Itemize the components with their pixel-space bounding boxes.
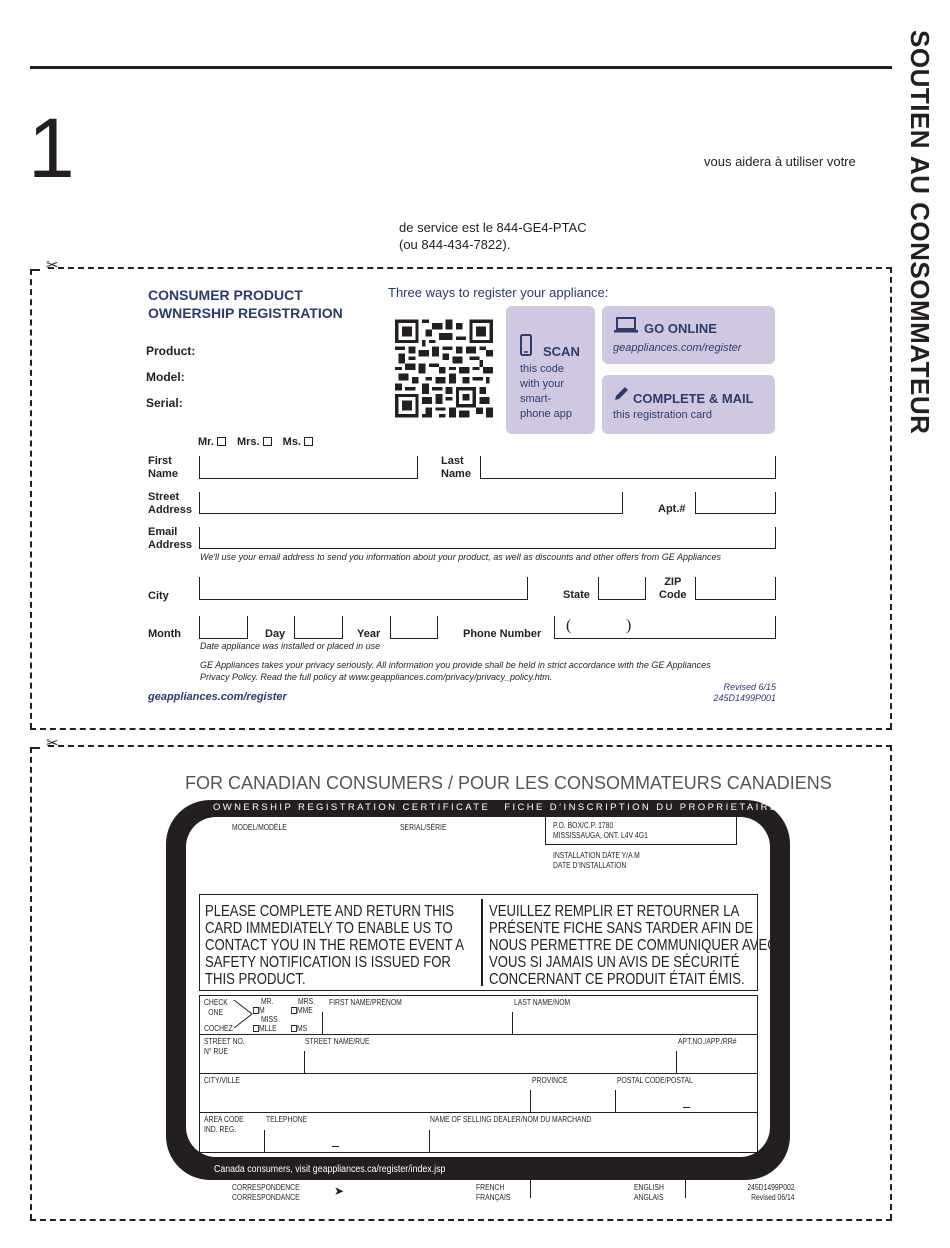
band-right-text: FICHE D’INSCRIPTION DU PROPRIETAIRE bbox=[504, 802, 779, 813]
three-ways-text: Three ways to register your appliance: bbox=[388, 285, 609, 300]
english-label bbox=[634, 1183, 664, 1203]
ca-visit-text: Canada consumers, visit geappliances.ca/register/index.jsp bbox=[214, 1164, 446, 1175]
scan-line-2: with your bbox=[520, 378, 565, 390]
ca-last-name-tick bbox=[512, 1012, 513, 1034]
first-name-label bbox=[148, 455, 178, 481]
top-rule bbox=[30, 66, 892, 69]
scissors-icon: ✂ bbox=[46, 735, 59, 752]
registration-title bbox=[148, 286, 343, 322]
install-date-line-1: INSTALLATION DATE Y/A M bbox=[553, 851, 640, 860]
ca-revised: Revised 06/14 bbox=[751, 1193, 795, 1202]
serial-label: Serial: bbox=[146, 396, 183, 410]
email-label bbox=[148, 526, 192, 552]
phone-icon bbox=[520, 334, 532, 356]
title-line-2: OWNERSHIP REGISTRATION bbox=[148, 305, 343, 321]
year-label: Year bbox=[357, 628, 381, 640]
ca-apt-label: APT.NO./APP./RR# bbox=[678, 1037, 737, 1046]
date-note: Date appliance was installed or placed in use bbox=[200, 641, 381, 651]
last-name-label bbox=[441, 455, 471, 481]
scan-line-1: this code bbox=[520, 363, 565, 375]
fr-text-2: de service est le 844-GE4-PTAC bbox=[399, 220, 587, 235]
correspondence-2: CORRESPONDANCE bbox=[232, 1193, 300, 1202]
ca-row-line-3 bbox=[200, 1112, 757, 1113]
po-box-line-1: P.O. BOX/C.P. 1780 bbox=[553, 821, 614, 830]
ca-mrs-label: MRS. bbox=[298, 997, 315, 1006]
cut-line-bottom bbox=[30, 728, 892, 730]
year-field[interactable] bbox=[390, 616, 438, 639]
city-field[interactable] bbox=[199, 577, 528, 600]
check-one bbox=[204, 998, 228, 1018]
revision-info bbox=[700, 682, 776, 704]
ca-street-name-label: STREET NAME/RUE bbox=[305, 1037, 370, 1046]
ca-last-name-label: LAST NAME/NOM bbox=[514, 998, 571, 1007]
laptop-icon bbox=[614, 317, 638, 333]
last-name-label-1: Last bbox=[441, 455, 464, 467]
scan-description bbox=[520, 362, 572, 422]
ca-model-label: MODEL/MODÈLE bbox=[232, 823, 287, 832]
scan-line-3: smart- bbox=[520, 393, 552, 405]
correspondence-label bbox=[232, 1183, 300, 1203]
fr-text-3: (ou 844-434-7822). bbox=[399, 237, 511, 252]
fr-text-1: vous aidera à utiliser votre bbox=[704, 154, 856, 169]
complete-mail-sub: this registration card bbox=[613, 409, 713, 421]
notice-fr-4: VOUS SI JAMAIS UN AVIS DE SÉCURITÉ bbox=[489, 954, 740, 971]
french-tick bbox=[530, 1180, 531, 1198]
mrs-label: Mrs. bbox=[236, 436, 260, 448]
apt-field[interactable] bbox=[695, 492, 776, 514]
ca-telephone-tick bbox=[264, 1130, 265, 1152]
correspondence-1: CORRESPONDENCE bbox=[232, 1183, 300, 1192]
ms-label: Ms. bbox=[282, 436, 301, 448]
ca-postal-dash bbox=[683, 1107, 690, 1108]
email-note: We'll use your email address to send you information about your product, as well as discounts and other offers from GE Appliances bbox=[200, 552, 721, 562]
notice-en-3: CONTACT YOU IN THE REMOTE EVENT A bbox=[205, 937, 465, 954]
cut-line-left-2 bbox=[30, 747, 32, 1220]
check-one-1: CHECK bbox=[204, 998, 228, 1007]
zip-label bbox=[659, 576, 687, 602]
ca-dealer-label: NAME OF SELLING DEALER/NOM DU MARCHAND bbox=[430, 1115, 592, 1124]
phone-paren-open: ( bbox=[566, 617, 572, 634]
product-label: Product: bbox=[146, 344, 196, 358]
go-online-url[interactable]: geappliances.com/register bbox=[613, 342, 742, 354]
day-label: Day bbox=[265, 628, 286, 640]
notice-english bbox=[205, 903, 464, 988]
day-field[interactable] bbox=[294, 616, 343, 639]
phone-field[interactable] bbox=[554, 616, 776, 639]
street-label-2: Address bbox=[148, 504, 193, 516]
go-online-option[interactable] bbox=[602, 306, 775, 364]
ca-telephone-label: TELEPHONE bbox=[266, 1115, 308, 1124]
street-label bbox=[148, 491, 192, 517]
register-url[interactable]: geappliances.com/register bbox=[148, 691, 287, 703]
privacy-line-1: GE Appliances takes your privacy seriously. All information you provide shall be held in strict accordance with the GE Appliances bbox=[200, 660, 711, 670]
mr-checkbox[interactable] bbox=[217, 437, 226, 446]
cut-line-left bbox=[30, 269, 32, 729]
state-label: State bbox=[563, 589, 590, 601]
notice-en-5: THIS PRODUCT. bbox=[205, 971, 306, 988]
title-line-1: CONSUMER PRODUCT bbox=[148, 287, 303, 303]
zip-field[interactable] bbox=[695, 577, 776, 600]
complete-mail-title: COMPLETE & MAIL bbox=[633, 391, 754, 406]
canada-band bbox=[213, 802, 779, 813]
cut-line-right-2 bbox=[890, 745, 892, 1220]
ca-area-1: AREA CODE bbox=[204, 1115, 244, 1124]
ca-street-no-label bbox=[204, 1037, 245, 1057]
notice-fr-5: CONCERNANT CE PRODUIT ÉTAIT ÉMIS. bbox=[489, 971, 745, 988]
ca-mlle-label: MLLE bbox=[258, 1024, 277, 1033]
ca-form-grid bbox=[199, 995, 758, 1153]
ms-checkbox[interactable] bbox=[304, 437, 313, 446]
ca-serial-label: SERIAL/SÉRIE bbox=[400, 823, 447, 832]
scan-line-4: phone app bbox=[520, 408, 572, 420]
ca-first-name-tick bbox=[322, 1012, 323, 1034]
ca-province-tick bbox=[530, 1090, 531, 1112]
english-2: ANGLAIS bbox=[634, 1193, 664, 1202]
first-name-label-1: First bbox=[148, 455, 172, 467]
ca-mme-option[interactable] bbox=[291, 1006, 313, 1016]
ca-area-code-label bbox=[204, 1115, 244, 1135]
install-date-line-2: DATE D’INSTALLATION bbox=[553, 861, 627, 870]
ca-mme-label: MME bbox=[296, 1006, 313, 1015]
ca-apt-tick bbox=[676, 1051, 677, 1073]
english-tick bbox=[685, 1180, 686, 1198]
cut-line-bottom-2 bbox=[30, 1219, 892, 1221]
section-title-vertical bbox=[904, 30, 944, 530]
notice-fr-2: PRÉSENTE FICHE SANS TARDER AFIN DE bbox=[489, 920, 754, 937]
french-label bbox=[476, 1183, 510, 1203]
ca-street-tick bbox=[304, 1051, 305, 1073]
scan-title: SCAN bbox=[543, 344, 580, 359]
revised-date: Revised 6/15 bbox=[723, 682, 776, 692]
phone-label: Phone Number bbox=[463, 628, 542, 640]
privacy-text bbox=[200, 659, 711, 683]
ca-street-no-2: N° RUE bbox=[204, 1047, 228, 1056]
complete-mail-option[interactable] bbox=[602, 375, 775, 434]
state-field[interactable] bbox=[598, 577, 646, 600]
zip-label-2: Code bbox=[659, 589, 687, 601]
month-label: Month bbox=[148, 628, 181, 640]
cut-line-top-2 bbox=[48, 745, 892, 747]
notice-fr-3: NOUS PERMETTRE DE COMMUNIQUER AVEC bbox=[489, 937, 777, 954]
notice-en-4: SAFETY NOTIFICATION IS ISSUED FOR bbox=[205, 954, 451, 971]
ca-street-no-1: STREET NO. bbox=[204, 1037, 245, 1046]
ca-row-line-2 bbox=[200, 1073, 757, 1074]
ca-ms-option[interactable] bbox=[291, 1024, 307, 1034]
ca-province-label: PROVINCE bbox=[532, 1076, 568, 1085]
scissors-icon: ✂ bbox=[46, 257, 59, 274]
first-name-field[interactable] bbox=[199, 456, 418, 479]
ca-m-label: M bbox=[258, 1006, 265, 1015]
french-1: FRENCH bbox=[476, 1183, 505, 1192]
ca-postal-tick bbox=[615, 1090, 616, 1112]
last-name-label-2: Name bbox=[441, 468, 471, 480]
email-field[interactable] bbox=[199, 527, 776, 549]
ca-city-label: CITY/VILLE bbox=[204, 1076, 240, 1085]
notice-en-2: CARD IMMEDIATELY TO ENABLE US TO bbox=[205, 920, 453, 937]
mr-label: Mr. bbox=[198, 436, 214, 448]
cochez-label: COCHEZ bbox=[204, 1024, 233, 1033]
mrs-checkbox[interactable] bbox=[263, 437, 272, 446]
go-online-title: GO ONLINE bbox=[644, 321, 717, 336]
form-code: 245D1499P001 bbox=[713, 693, 776, 703]
notice-en-1: PLEASE COMPLETE AND RETURN THIS bbox=[205, 903, 455, 920]
band-left-text: OWNERSHIP REGISTRATION CERTIFICATE bbox=[213, 802, 491, 813]
notice-divider bbox=[481, 899, 483, 986]
pencil-icon bbox=[613, 385, 630, 402]
ca-dealer-tick bbox=[429, 1130, 430, 1152]
street-label-1: Street bbox=[148, 491, 180, 503]
title-checkboxes bbox=[198, 436, 313, 449]
ca-miss-label: MISS bbox=[261, 1015, 278, 1024]
scan-option[interactable] bbox=[506, 306, 595, 434]
privacy-line-2: Privacy Policy. Read the full policy at www.geappliances.com/privacy/privacy_policy.htm. bbox=[200, 672, 553, 682]
check-one-2: ONE bbox=[208, 1008, 223, 1017]
last-name-field[interactable] bbox=[480, 456, 776, 479]
zip-label-1: ZIP bbox=[664, 576, 682, 588]
apt-label: Apt.# bbox=[658, 503, 686, 515]
po-box-text bbox=[553, 821, 648, 841]
notice-french bbox=[489, 903, 777, 988]
qr-code[interactable] bbox=[395, 317, 493, 420]
po-box-line-2: MISSISSAUGA, ONT. L4V 4G1 bbox=[553, 831, 648, 840]
install-date bbox=[553, 851, 640, 871]
section-title-text: SOUTIEN AU CONSOMMATEUR bbox=[905, 30, 935, 435]
model-label: Model: bbox=[146, 370, 185, 384]
arrow-icon: ➤ bbox=[334, 1184, 345, 1198]
french-2: FRANÇAIS bbox=[476, 1193, 511, 1202]
email-label-2: Address bbox=[148, 539, 193, 551]
ca-code: 245D1499P002 bbox=[747, 1183, 795, 1192]
ca-form-code bbox=[746, 1183, 795, 1203]
ca-first-name-label: FIRST NAME/PRÉNOM bbox=[329, 998, 402, 1007]
ca-ms-label: MS bbox=[296, 1024, 308, 1033]
street-field[interactable] bbox=[199, 492, 623, 514]
ca-mlle-option[interactable] bbox=[253, 1024, 277, 1034]
english-1: ENGLISH bbox=[634, 1183, 664, 1192]
notice-fr-1: VEUILLEZ REMPLIR ET RETOURNER LA bbox=[489, 903, 740, 920]
city-label: City bbox=[148, 590, 169, 602]
email-label-1: Email bbox=[148, 526, 178, 538]
ca-mr-label: MR. bbox=[261, 997, 274, 1006]
first-name-label-2: Name bbox=[148, 468, 178, 480]
ca-area-2: IND. REG. bbox=[204, 1125, 237, 1134]
canada-heading: FOR CANADIAN CONSUMERS / POUR LES CONSOMMATEURS CANADIENS bbox=[185, 773, 832, 793]
cut-line-top bbox=[48, 267, 892, 269]
ca-postal-label: POSTAL CODE/POSTAL bbox=[617, 1076, 693, 1085]
ca-telephone-dash bbox=[332, 1146, 339, 1147]
cut-line-right bbox=[890, 267, 892, 729]
page-number: 1 bbox=[28, 101, 75, 195]
month-field[interactable] bbox=[199, 616, 248, 639]
ca-row-line-1 bbox=[200, 1034, 757, 1035]
phone-paren-close: ) bbox=[626, 617, 632, 634]
